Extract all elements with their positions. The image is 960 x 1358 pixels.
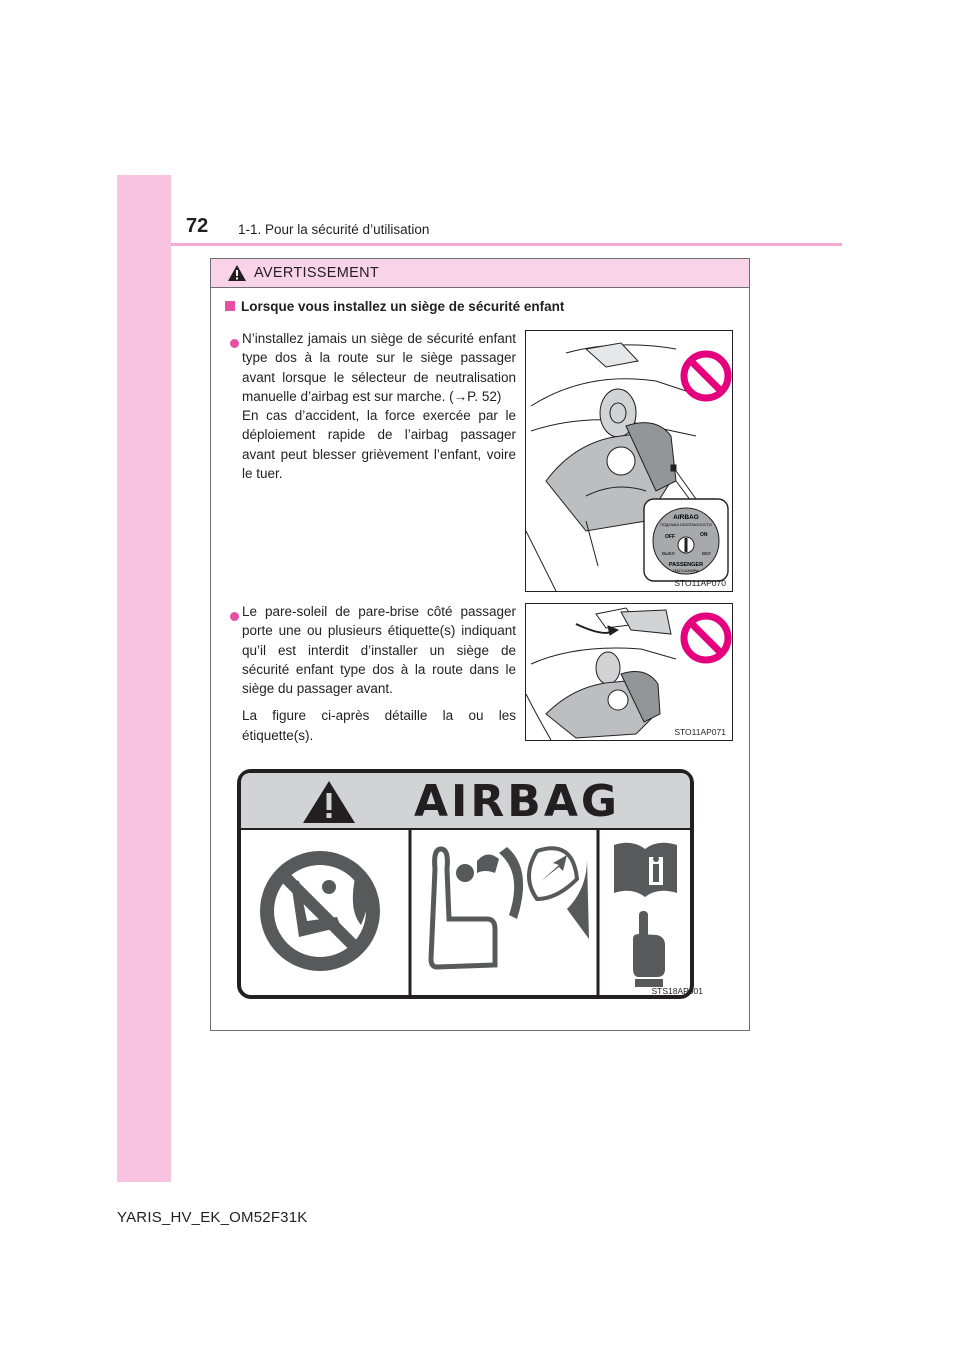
airbag-warning-label: [237, 769, 727, 1014]
label-title: AIRBAG: [413, 776, 621, 827]
bullet-icon: [230, 339, 239, 348]
switch-label-passenger-ru: ПАССАЖИРА: [673, 568, 699, 573]
item-1-para-2: En cas d’accident, la force exercée par le déploiement rapide de l’airbag passager avant peut blesser grièvement l’enfant, voire le tuer.: [242, 408, 516, 482]
item-2-para-1: Le pare-soleil de pare-brise côté passager porte une ou plusieurs étiquette(s) indiquant qu’il est interdit d’installer un siège de sécurité enfant type dos à la route dans le siège du passager avant.: [242, 604, 516, 697]
no-child-seat-icon: [260, 851, 380, 971]
switch-label-off-ru: ВЫКЛ: [662, 551, 675, 556]
figure-code: STO11AP070: [674, 578, 726, 588]
switch-label-passenger: PASSENGER: [668, 562, 704, 568]
subheading: [225, 299, 564, 314]
item-1: [242, 329, 516, 483]
subheading-text: Lorsque vous installez un siège de sécurité enfant: [241, 299, 565, 314]
section-title: 1-1. Pour la sécurité d’utilisation: [238, 222, 430, 237]
switch-label-on: ON: [700, 532, 708, 538]
warning-triangle-icon: [227, 264, 247, 282]
switch-label-on-ru: ВКЛ: [702, 551, 711, 556]
header-rule: [171, 243, 842, 246]
warning-title: AVERTISSEMENT: [254, 265, 380, 281]
item-2-para-2: La figure ci-après détaille la ou les étiquette(s).: [242, 708, 516, 743]
sunvisor-illustration: [526, 604, 732, 740]
page-number: 72: [186, 215, 209, 237]
figure-sunvisor: [525, 603, 733, 741]
airbag-switch-inset: [644, 499, 728, 581]
footer-model-code: YARIS_HV_EK_OM52F31K: [117, 1209, 308, 1226]
figure-airbag-switch: [525, 330, 733, 592]
switch-label-airbag: AIRBAG: [673, 514, 699, 521]
item-1-para-1: N’installez jamais un siège de sécurité enfant type dos à la route sur le siège passager avant lorsque le sélecteur de neutralisation manuelle d’airbag est sur marche. (→P. 52): [242, 331, 516, 404]
side-tab: [117, 175, 171, 1182]
item-2: [242, 602, 516, 745]
warning-box: [210, 258, 750, 1031]
switch-label-airbag-ru: ПОДУШКА БЕЗОПАСНОСТИ: [660, 523, 712, 527]
figure-code: STO11AP071: [674, 727, 726, 737]
bullet-icon: [230, 612, 239, 621]
square-bullet-icon: [225, 301, 235, 311]
switch-label-off: OFF: [665, 534, 675, 540]
airbag-label-figure: [237, 769, 727, 1014]
manual-info-icon: [614, 843, 677, 897]
car-interior-illustration: [526, 331, 732, 591]
label-code: STS18AP001: [651, 986, 703, 996]
warning-header: [211, 259, 749, 288]
